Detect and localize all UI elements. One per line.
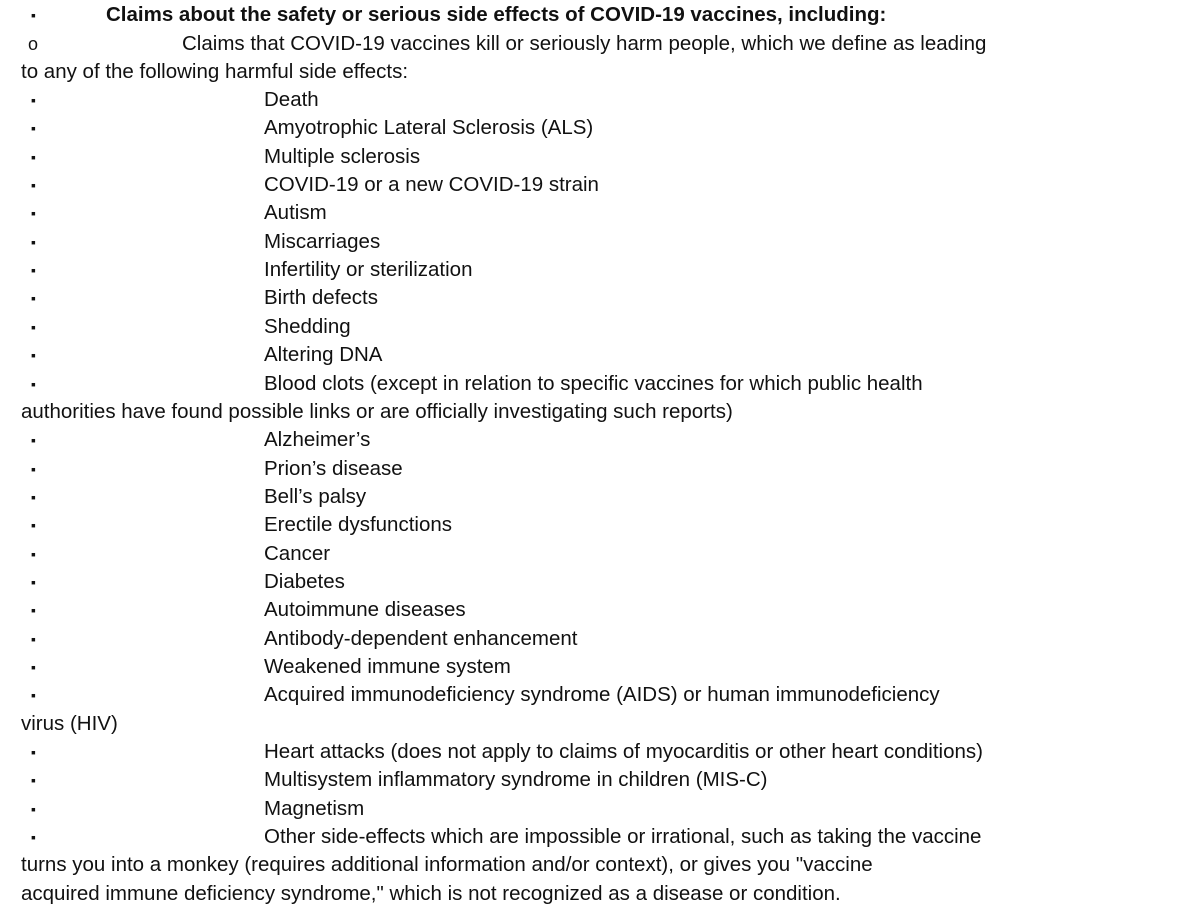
heading-text: Claims about the safety or serious side effects of COVID-19 vaccines, including: [106,3,887,26]
list-item-bullet: ▪ [31,801,36,817]
list-item-bullet: ▪ [31,432,36,448]
list-item-text: Death [264,88,319,111]
list-item-text: Diabetes [264,570,345,593]
list-item-text: Blood clots (except in relation to specific vaccines for which public health [264,372,923,395]
subheading-text-continued: to any of the following harmful side effects: [21,60,409,83]
subheading-marker: o [28,34,39,54]
list-item-text: Bell’s palsy [264,485,367,508]
list-item-bullet: ▪ [31,772,36,788]
list-item-bullet: ▪ [31,234,36,250]
list-item-bullet: ▪ [31,602,36,618]
list-item-text: Weakened immune system [264,655,511,678]
list-item-text-continued: turns you into a monkey (requires additional information and/or context), or gives you "vaccine [21,853,873,876]
list-item-bullet: ▪ [31,205,36,221]
list-item-bullet: ▪ [31,546,36,562]
list-item-bullet: ▪ [31,489,36,505]
list-item-bullet: ▪ [31,347,36,363]
list-item-bullet: ▪ [31,659,36,675]
list-item-text: Shedding [264,315,351,338]
list-item-text: Miscarriages [264,230,381,253]
list-item-text: Multiple sclerosis [264,145,421,168]
list-item-text: Prion’s disease [264,457,403,480]
list-item-text: Antibody-dependent enhancement [264,627,578,650]
list-item-text: Erectile dysfunctions [264,513,453,536]
list-item-text: Autoimmune diseases [264,598,466,621]
list-item-text: Other side-effects which are impossible or irrational, such as taking the vaccine [264,825,982,848]
list-item-bullet: ▪ [31,829,36,845]
list-item-bullet: ▪ [31,290,36,306]
list-item-text: Altering DNA [264,343,383,366]
list-item-bullet: ▪ [31,744,36,760]
list-item-bullet: ▪ [31,517,36,533]
list-item-bullet: ▪ [31,177,36,193]
list-item-text-continued: acquired immune deficiency syndrome," which is not recognized as a disease or condition. [21,882,841,905]
list-item-bullet: ▪ [31,376,36,392]
list-item-text: Amyotrophic Lateral Sclerosis (ALS) [264,116,594,139]
list-item-text: Heart attacks (does not apply to claims of myocarditis or other heart conditions) [264,740,983,763]
list-item-bullet: ▪ [31,149,36,165]
list-item-text: Infertility or sterilization [264,258,473,281]
list-item-bullet: ▪ [31,262,36,278]
list-item-bullet: ▪ [31,631,36,647]
list-item-bullet: ▪ [31,319,36,335]
list-item-text: Multisystem inflammatory syndrome in children (MIS-C) [264,768,768,791]
list-item-text: Magnetism [264,797,365,820]
list-item-bullet: ▪ [31,687,36,703]
list-item-text: Birth defects [264,286,378,309]
list-item-bullet: ▪ [31,120,36,136]
list-item-text: Autism [264,201,327,224]
list-item-text: Alzheimer’s [264,428,371,451]
list-item-text-continued: authorities have found possible links or are officially investigating such reports) [21,400,733,423]
list-item-bullet: ▪ [31,92,36,108]
list-item-text-continued: virus (HIV) [21,712,118,735]
list-item-bullet: ▪ [31,574,36,590]
list-item-bullet: ▪ [31,461,36,477]
subheading-text: Claims that COVID-19 vaccines kill or seriously harm people, which we define as leading [182,32,987,55]
heading-bullet: ▪ [31,7,36,23]
list-item-text: Cancer [264,542,331,565]
list-item-text: Acquired immunodeficiency syndrome (AIDS) or human immunodeficiency [264,683,940,706]
list-item-text: COVID-19 or a new COVID-19 strain [264,173,599,196]
